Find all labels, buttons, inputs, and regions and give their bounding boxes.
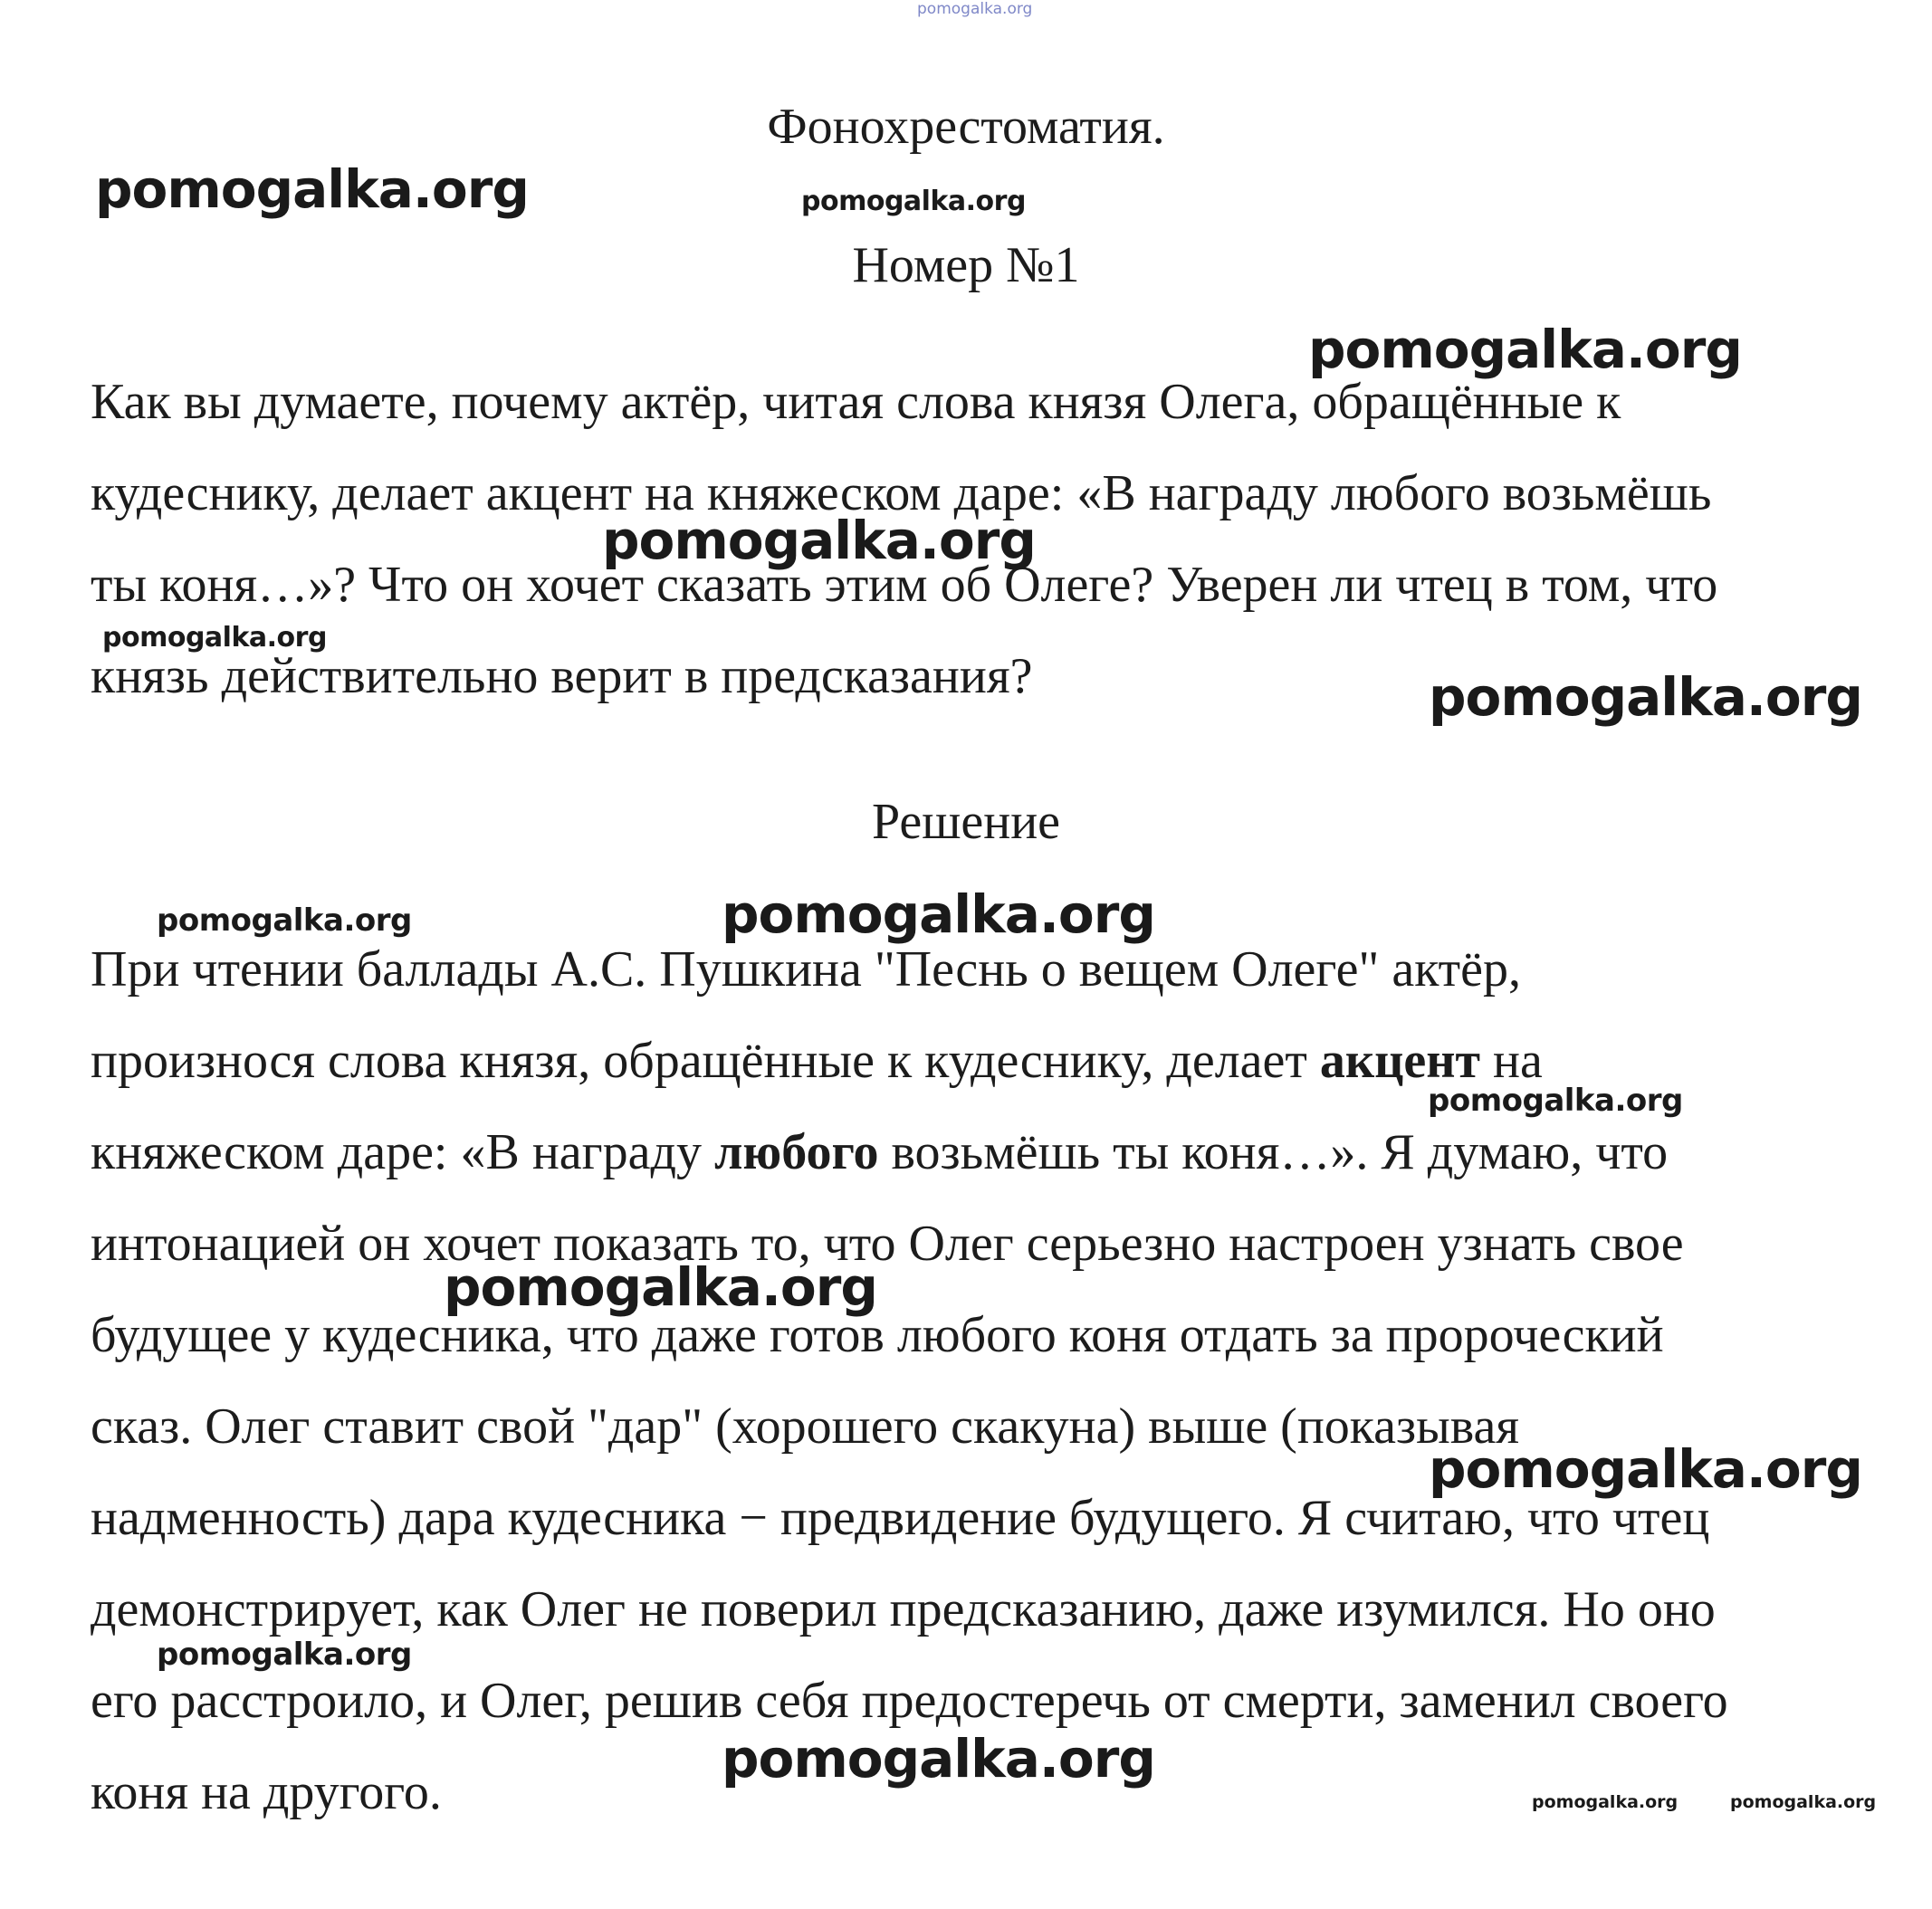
watermark: pomogalka.org (602, 510, 1036, 571)
watermark: pomogalka.org (102, 622, 327, 654)
answer-line: его расстроило, и Олег, решив себя предостеречь от смерти, заменил своего (91, 1673, 1728, 1729)
answer-line: княжеском даре: «В награду любого возьмёшь ты коня…». Я думаю, что (91, 1124, 1669, 1180)
answer-line: будущее у кудесника, что даже готов любого коня отдать за пророческий (91, 1307, 1664, 1363)
answer-line: интонацией он хочет показать то, что Олег серьезно настроен узнать свое (91, 1216, 1684, 1272)
watermark: pomogalka.org (1730, 1792, 1877, 1812)
solution-heading: Решение (871, 794, 1061, 850)
watermark: pomogalka.org (1429, 1438, 1862, 1500)
emphasis-accent: акцент (1319, 1033, 1481, 1089)
question-line: князь действительно верит в предсказания? (91, 648, 1033, 704)
watermark: pomogalka.org (1532, 1792, 1679, 1812)
answer-line: сказ. Олег ставит свой "дар" (хорошего скакуна) выше (показывая (91, 1398, 1520, 1455)
watermark: pomogalka.org (157, 902, 412, 939)
watermark: pomogalka.org (1429, 666, 1862, 728)
watermark-top: pomogalka.org (917, 0, 1033, 18)
exercise-number: Номер №1 (852, 237, 1080, 293)
watermark: pomogalka.org (444, 1256, 877, 1318)
answer-line: При чтении баллады А.С. Пушкина "Песнь о вещем Олеге" актёр, (91, 941, 1522, 997)
watermark: pomogalka.org (95, 158, 529, 220)
watermark: pomogalka.org (722, 883, 1155, 945)
question-line: ты коня…»? Что он хочет сказать этим об Олеге? Уверен ли чтец в том, что (91, 557, 1718, 613)
question-line: кудеснику, делает акцент на княжеском даре: «В награду любого возьмёшь (91, 465, 1712, 521)
watermark: pomogalka.org (1428, 1083, 1683, 1119)
document-title: Фонохрестоматия. (767, 99, 1165, 155)
watermark: pomogalka.org (157, 1637, 412, 1673)
emphasis-any: любого (713, 1124, 879, 1180)
answer-line: демонстрирует, как Олег не поверил предсказанию, даже изумился. Но оно (91, 1581, 1716, 1637)
answer-line: произнося слова князя, обращённые к кудеснику, делает акцент на (91, 1033, 1543, 1089)
answer-line: надменность) дара кудесника − предвидение будущего. Я считаю, что чтец (91, 1490, 1710, 1546)
question-line: Как вы думаете, почему актёр, читая слова князя Олега, обращённые к (91, 374, 1621, 430)
answer-line: коня на другого. (91, 1764, 442, 1820)
watermark: pomogalka.org (801, 186, 1026, 217)
watermark: pomogalka.org (1308, 319, 1742, 380)
watermark: pomogalka.org (722, 1728, 1155, 1790)
